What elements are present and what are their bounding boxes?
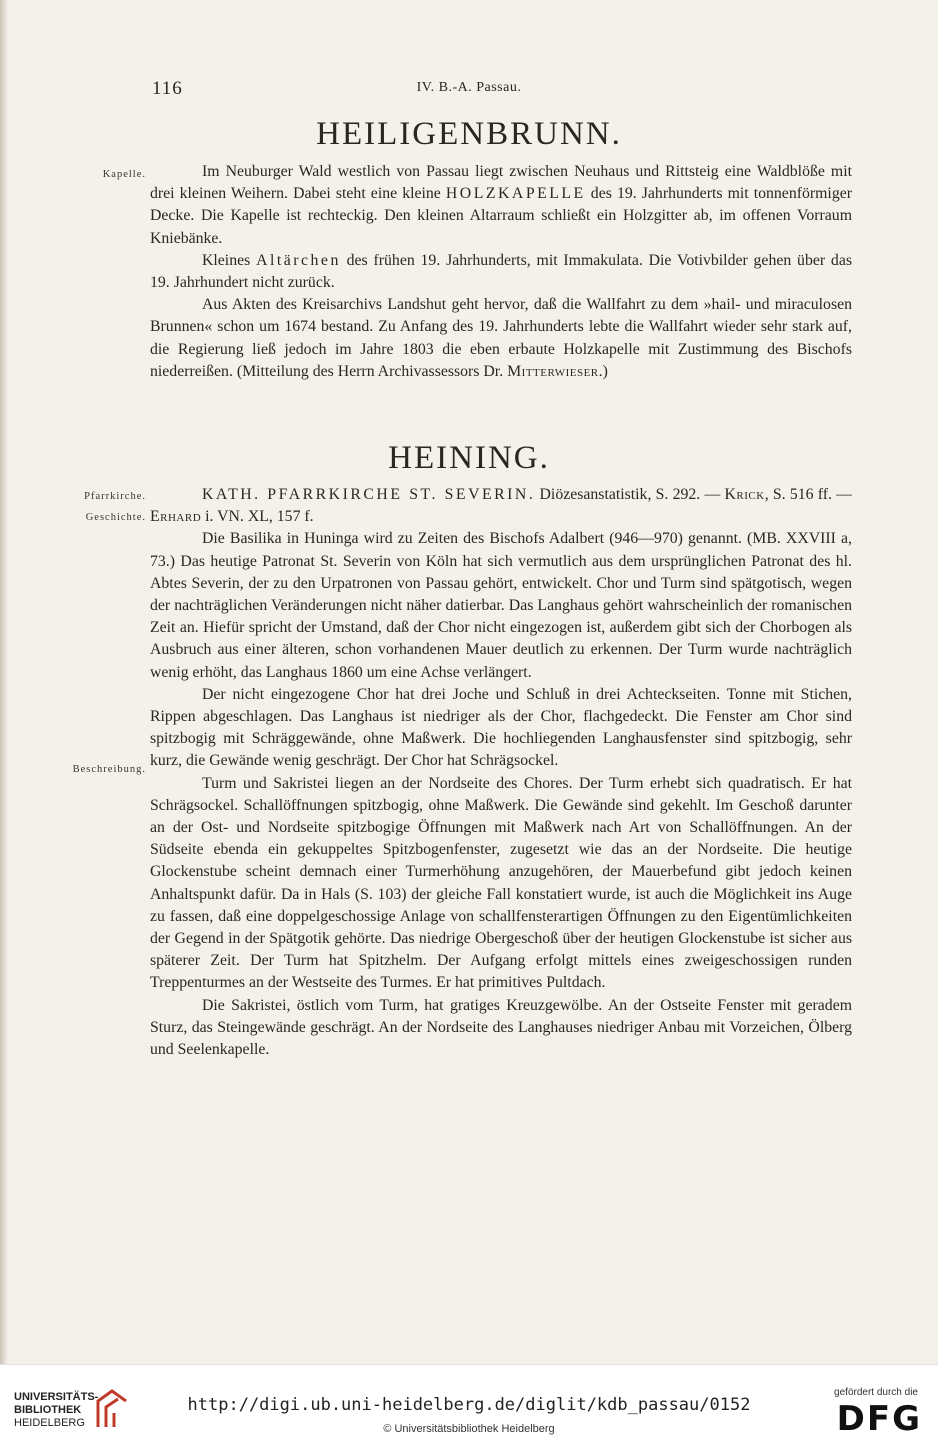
spaced-term: Altärchen [256, 251, 341, 269]
text-run: Kleines [202, 251, 257, 269]
text-run: des 19. Jahrhunderts mit tonnenförmiger Decke. Die Kapelle ist rechteckig. Den kleinen Altarraum schließt ein Holzgitter ab, im offenen Vorraum Kniebänke. [150, 185, 852, 247]
author-name: Mitterwieser [507, 362, 599, 380]
dfg-logo: DFG [836, 1399, 922, 1439]
author-name: Erhard [150, 508, 202, 526]
text-run: Aus Akten des Kreisarchivs Landshut geht hervor, daß die Wallfahrt zu dem »hail- und miraculosen Brunnen« schon um 1674 bestand. Zu Anfang des 19. Jahrhunderts lebte die Wallfahrt wieder sehr stark auf, die Regierung ließ jedoch im Jahre 1803 die eben erbaute Holzkapelle mit Zustimmung des Bischofs niederreißen. (Mitteilung des Herrn Archivassessors Dr. [150, 296, 852, 380]
author-name: Krick [724, 486, 765, 503]
margin-note-kapelle: Kapelle. [102, 169, 146, 180]
paragraph: Turm und Sakristei liegen an der Nordseite des Chores. Der Turm erhebt sich quadratisch. Er hat Schrägsockel. Schallöffnungen spitzbogig, ohne Maßwerk. Die Gewände sind gekehlt. Im Geschoß darunter an der Ost- und Nordseite spitzbogige Öffnungen mit Maßwerk nach Art von Schallöffnungen. An der Südseite ebenda ein gekuppeltes Spitzbogenfenster, zugesetzt wie das an der Nordseite. Die heutige Glockenstube scheint demnach einer Turmerhöhung anzugehören, der Mauerbefund gibt jedoch keinen Anhaltspunkt dafür. Da in Hals (S. 103) der gleiche Fall konstatiert wurde, ist auch die Möglichkeit ins Auge zu fassen, daß eine doppelgeschossige Anlage von schallfensterartigen Öffnungen zu den Eigentümlichkeiten der Gegend in der Spätgotik gehörte. Das niedrige Obergeschoß über der heutigen Glockenstube ist sicher aus späterer Zeit. Der Turm hat Spitzhelm. Der Aufgang erfolgt mittels eines zweigeschossigen runden Treppenturmes an der Westseite des Turmes. Er hat primitives Pultdach. [150, 774, 852, 992]
page-edge-shadow [0, 0, 8, 1364]
spaced-term: HOLZKAPELLE [445, 185, 586, 203]
text-run: .) [598, 362, 608, 380]
paragraph: Die Sakristei, östlich vom Turm, hat gratiges Kreuzgewölbe. An der Ostseite Fenster mit geradem Sturz, das Steingewände geschrägt. An der Nordseite des Langhauses niedriger Anbau mit Vorzeichen, Ölberg und Seelenkapelle. [150, 996, 852, 1059]
dfg-caption: gefördert durch die [834, 1387, 918, 1398]
paragraph [150, 484, 852, 528]
copyright-notice: © Universitätsbibliothek Heidelberg [383, 1423, 555, 1435]
section-title-heiligenbrunn: HEILIGENBRUNN. [316, 116, 622, 152]
church-heading: KATH. PFARRKIRCHE ST. SEVERIN. [202, 486, 536, 503]
text-run: Diözesanstatistik, S. 292. — [535, 486, 725, 503]
paragraph [150, 294, 852, 383]
text-run: , S. 516 ff. — [764, 486, 852, 503]
margin-note-beschreibung: Beschreibung. [72, 764, 146, 775]
library-line: HEIDELBERG [14, 1417, 85, 1429]
margin-note-geschichte: Geschichte. [85, 512, 146, 523]
running-title: IV. B.-A. Passau. [416, 80, 522, 95]
text-run: Im Neuburger Wald westlich von Passau liegt zwischen Neuhaus und Rittsteig eine Waldblöße mit drei kleinen Weihern. Dabei steht eine kleine [150, 163, 852, 203]
paragraph [150, 250, 852, 294]
library-line: BIBLIOTHEK [14, 1404, 82, 1416]
paragraph: Die Basilika in Huninga wird zu Zeiten des Bischofs Adalbert (946—970) genannt. (MB. XXVIII a, 73.) Das heutige Patronat St. Severin von Köln hat sich vermutlich aus dem ursprünglichen Patronat des hl. Abtes Severin, der zu den Urpatronen von Passau gehört, entwickelt. Chor und Turm sind spätgotisch, wegen der nachträglichen Veränderungen nicht näher datierbar. Das Langhaus gehört wahrscheinlich der romanischen Zeit an. Hiefür spricht der Umstand, daß der Chor nicht eingezogen ist, außerdem gibt sich der Chorbogen als Ausbruch aus einer älteren, schon vorhandenen Mauer deutlich zu erkennen. Der Turm wurde nachträglich wenig erhöht, das Langhaus 1860 um eine Achse verlängert. [150, 530, 852, 681]
section-title-heining: HEINING. [388, 440, 550, 476]
text-run: i. VN. XL, 157 f. [201, 508, 314, 526]
running-head [0, 74, 938, 104]
heining-text [150, 484, 852, 1061]
paragraph: Der nicht eingezogene Chor hat drei Joche und Schluß in drei Achteckseiten. Tonne mit Stichen, Rippen abgeschlagen. Das Langhaus ist niedriger als der Chor, flachgedeckt. Die Fenster am Chor sind spitzbogig mit Schräggewände, ohne Maßwerk. Die hochliegenden Langhausfenster sind spitzbogig, sehr kurz, die Gewände wenig geschrägt. Der Chor hat Schrägsockel. [150, 685, 852, 770]
margin-note-pfarrkirche: Pfarrkirche. [84, 491, 146, 502]
paragraph [150, 161, 852, 250]
heiligenbrunn-text [150, 161, 852, 383]
text-run: des frühen 19. Jahrhunderts, mit Immakulata. Die Votivbilder gehen über das 19. Jahrhundert nicht zurück. [150, 251, 852, 292]
page-number: 116 [152, 78, 183, 99]
viewer-footer [0, 1364, 938, 1446]
library-line: UNIVERSITÄTS- [14, 1391, 99, 1403]
permalink-url[interactable]: http://digi.ub.uni-heidelberg.de/diglit/kdb_passau/0152 [187, 1395, 751, 1415]
